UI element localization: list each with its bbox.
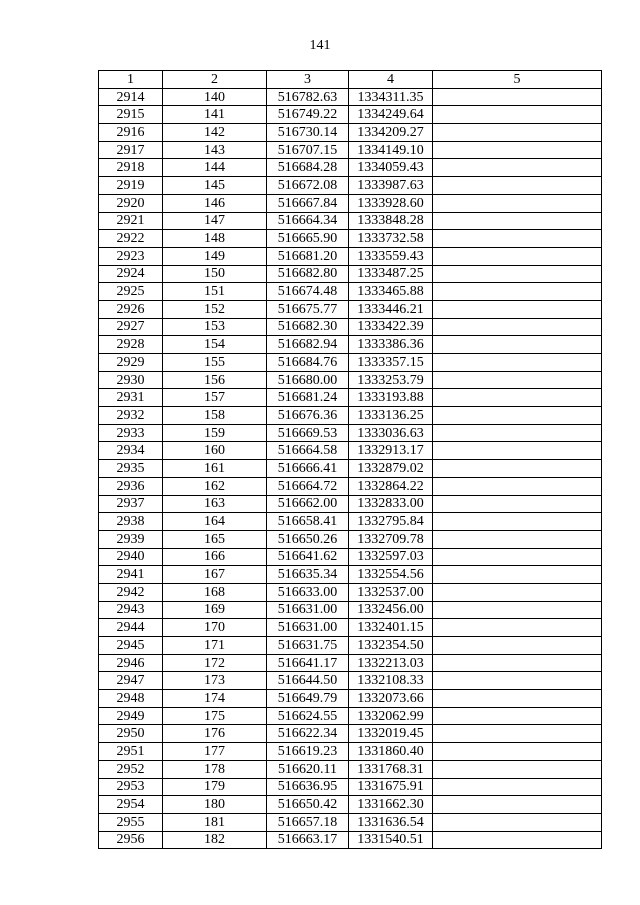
table-row (99, 106, 602, 124)
table-cell: 2918 (99, 159, 163, 177)
table-row (99, 141, 602, 159)
table-cell (433, 583, 602, 601)
table-cell: 1332062.99 (349, 707, 433, 725)
table-cell: 2940 (99, 548, 163, 566)
table-cell: 151 (163, 283, 267, 301)
table-cell: 516650.26 (267, 530, 349, 548)
table-cell: 1333193.88 (349, 389, 433, 407)
table-cell: 516620.11 (267, 760, 349, 778)
table-cell: 1332913.17 (349, 442, 433, 460)
table-cell: 176 (163, 725, 267, 743)
table-cell (433, 106, 602, 124)
table-cell: 1333559.43 (349, 247, 433, 265)
table-cell: 181 (163, 813, 267, 831)
table-cell: 171 (163, 637, 267, 655)
table-cell: 143 (163, 141, 267, 159)
table-cell: 177 (163, 743, 267, 761)
header-row (99, 71, 602, 89)
table-cell: 1334209.27 (349, 124, 433, 142)
table-row (99, 230, 602, 248)
table-cell: 516641.17 (267, 654, 349, 672)
table-cell: 516681.20 (267, 247, 349, 265)
table-cell: 144 (163, 159, 267, 177)
column-header: 5 (433, 71, 602, 89)
table-cell: 2939 (99, 530, 163, 548)
table-cell: 516631.00 (267, 601, 349, 619)
table-cell: 1333357.15 (349, 354, 433, 372)
table-row (99, 778, 602, 796)
table-cell: 1332537.00 (349, 583, 433, 601)
table-cell: 1332795.84 (349, 513, 433, 531)
table-row (99, 460, 602, 478)
column-header: 1 (99, 71, 163, 89)
table-cell: 516649.79 (267, 690, 349, 708)
table-cell: 179 (163, 778, 267, 796)
table-cell (433, 318, 602, 336)
table-row (99, 725, 602, 743)
coordinates-table (98, 70, 602, 849)
table-cell: 156 (163, 371, 267, 389)
table-cell: 516674.48 (267, 283, 349, 301)
table-cell: 2955 (99, 813, 163, 831)
table-cell (433, 707, 602, 725)
table-row (99, 442, 602, 460)
table-cell: 142 (163, 124, 267, 142)
table-row (99, 247, 602, 265)
table-cell: 516622.34 (267, 725, 349, 743)
table-row (99, 265, 602, 283)
table-cell: 158 (163, 407, 267, 425)
table-row (99, 654, 602, 672)
table-cell: 516635.34 (267, 566, 349, 584)
table-row (99, 513, 602, 531)
table-cell (433, 725, 602, 743)
table-cell (433, 283, 602, 301)
table-cell: 148 (163, 230, 267, 248)
table-cell: 2944 (99, 619, 163, 637)
table-cell: 2947 (99, 672, 163, 690)
table-row (99, 371, 602, 389)
table-cell (433, 495, 602, 513)
column-header: 2 (163, 71, 267, 89)
table-cell (433, 513, 602, 531)
table-row (99, 707, 602, 725)
table-cell: 1333987.63 (349, 177, 433, 195)
page-number: 141 (309, 38, 331, 53)
table-cell (433, 654, 602, 672)
table-cell: 170 (163, 619, 267, 637)
table-cell: 2941 (99, 566, 163, 584)
table-cell (433, 389, 602, 407)
table-cell: 516676.36 (267, 407, 349, 425)
table-cell: 516680.00 (267, 371, 349, 389)
table-cell (433, 371, 602, 389)
table-cell: 516675.77 (267, 300, 349, 318)
table-cell (433, 530, 602, 548)
table-cell: 2924 (99, 265, 163, 283)
table-row (99, 88, 602, 106)
table-cell: 1333487.25 (349, 265, 433, 283)
table-cell (433, 177, 602, 195)
table-cell: 2936 (99, 477, 163, 495)
table-cell: 1332456.00 (349, 601, 433, 619)
table-cell: 1334059.43 (349, 159, 433, 177)
table-cell: 1332213.03 (349, 654, 433, 672)
table-cell (433, 760, 602, 778)
table-cell: 1332354.50 (349, 637, 433, 655)
table-cell: 1332864.22 (349, 477, 433, 495)
table-cell: 140 (163, 88, 267, 106)
table-cell: 172 (163, 654, 267, 672)
table-cell: 174 (163, 690, 267, 708)
table-cell (433, 813, 602, 831)
table-cell (433, 354, 602, 372)
table-cell: 2952 (99, 760, 163, 778)
table-row (99, 124, 602, 142)
table-cell: 167 (163, 566, 267, 584)
table-row (99, 743, 602, 761)
table-cell (433, 566, 602, 584)
table-cell: 152 (163, 300, 267, 318)
table-cell: 516667.84 (267, 194, 349, 212)
table-cell: 2942 (99, 583, 163, 601)
table-cell: 2948 (99, 690, 163, 708)
table-cell: 2946 (99, 654, 163, 672)
table-cell: 1332554.56 (349, 566, 433, 584)
table-cell: 2921 (99, 212, 163, 230)
table-cell: 516636.95 (267, 778, 349, 796)
table-cell: 159 (163, 424, 267, 442)
table-row (99, 760, 602, 778)
table-cell: 1332709.78 (349, 530, 433, 548)
table-cell: 516682.94 (267, 336, 349, 354)
table-row (99, 424, 602, 442)
table-cell: 2928 (99, 336, 163, 354)
table-cell: 2945 (99, 637, 163, 655)
table-cell: 180 (163, 796, 267, 814)
table-cell: 516669.53 (267, 424, 349, 442)
table-cell: 516665.90 (267, 230, 349, 248)
table-cell (433, 194, 602, 212)
table-cell: 516664.58 (267, 442, 349, 460)
table-cell: 516641.62 (267, 548, 349, 566)
table-cell: 516682.30 (267, 318, 349, 336)
table-cell (433, 159, 602, 177)
table-row (99, 212, 602, 230)
table-row (99, 159, 602, 177)
table-cell: 516633.00 (267, 583, 349, 601)
table-cell: 2951 (99, 743, 163, 761)
table-cell (433, 88, 602, 106)
table-cell: 2915 (99, 106, 163, 124)
table-cell: 160 (163, 442, 267, 460)
table-row (99, 283, 602, 301)
table-cell: 168 (163, 583, 267, 601)
table-cell: 2930 (99, 371, 163, 389)
table-cell: 2934 (99, 442, 163, 460)
table-cell: 516662.00 (267, 495, 349, 513)
table-cell: 1333422.39 (349, 318, 433, 336)
table-cell: 153 (163, 318, 267, 336)
table-cell: 1333848.28 (349, 212, 433, 230)
table-row (99, 813, 602, 831)
table-cell: 163 (163, 495, 267, 513)
table-cell: 147 (163, 212, 267, 230)
table-cell: 2932 (99, 407, 163, 425)
table-cell: 516672.08 (267, 177, 349, 195)
table-cell: 516782.63 (267, 88, 349, 106)
table-cell (433, 407, 602, 425)
table-cell: 2949 (99, 707, 163, 725)
table-cell: 2927 (99, 318, 163, 336)
table-cell (433, 672, 602, 690)
table-cell (433, 300, 602, 318)
table-cell: 516730.14 (267, 124, 349, 142)
table-row (99, 601, 602, 619)
table-cell: 155 (163, 354, 267, 372)
table-cell (433, 141, 602, 159)
table-cell: 1333386.36 (349, 336, 433, 354)
table-cell: 516681.24 (267, 389, 349, 407)
table-cell: 141 (163, 106, 267, 124)
table-cell: 1332401.15 (349, 619, 433, 637)
table-cell: 150 (163, 265, 267, 283)
table-cell: 178 (163, 760, 267, 778)
table-cell: 516644.50 (267, 672, 349, 690)
table-cell: 516619.23 (267, 743, 349, 761)
table-cell: 1334311.35 (349, 88, 433, 106)
table-cell: 2923 (99, 247, 163, 265)
column-header: 3 (267, 71, 349, 89)
table-cell: 516684.28 (267, 159, 349, 177)
table-row (99, 300, 602, 318)
table-row (99, 530, 602, 548)
table-row (99, 336, 602, 354)
table-cell: 2925 (99, 283, 163, 301)
table-cell: 2919 (99, 177, 163, 195)
table-cell: 1333036.63 (349, 424, 433, 442)
table-cell: 516682.80 (267, 265, 349, 283)
table-cell: 516624.55 (267, 707, 349, 725)
table-cell: 1333446.21 (349, 300, 433, 318)
table-cell: 154 (163, 336, 267, 354)
table-cell: 1333136.25 (349, 407, 433, 425)
table-cell: 1334249.64 (349, 106, 433, 124)
table-row (99, 495, 602, 513)
table-cell (433, 230, 602, 248)
table-cell: 157 (163, 389, 267, 407)
table-cell: 2954 (99, 796, 163, 814)
table-cell: 2953 (99, 778, 163, 796)
table-row (99, 672, 602, 690)
table-row (99, 318, 602, 336)
table-cell (433, 619, 602, 637)
table-cell: 175 (163, 707, 267, 725)
table-cell: 516650.42 (267, 796, 349, 814)
table-cell: 516684.76 (267, 354, 349, 372)
table-cell: 1333732.58 (349, 230, 433, 248)
table-cell (433, 265, 602, 283)
table-cell: 165 (163, 530, 267, 548)
table-row (99, 690, 602, 708)
table-cell: 146 (163, 194, 267, 212)
table-row (99, 389, 602, 407)
table-cell (433, 442, 602, 460)
table-cell (433, 831, 602, 849)
table-cell: 1332597.03 (349, 548, 433, 566)
table-cell: 516664.34 (267, 212, 349, 230)
table-cell: 166 (163, 548, 267, 566)
table-cell: 2929 (99, 354, 163, 372)
table-cell: 173 (163, 672, 267, 690)
table-cell: 1333253.79 (349, 371, 433, 389)
table-cell: 1332073.66 (349, 690, 433, 708)
table-cell: 2943 (99, 601, 163, 619)
table-body (99, 88, 602, 849)
table-cell: 2950 (99, 725, 163, 743)
table-row (99, 637, 602, 655)
table-cell: 1331675.91 (349, 778, 433, 796)
table-cell (433, 778, 602, 796)
table-cell (433, 247, 602, 265)
table-header (99, 71, 602, 89)
table-cell: 2938 (99, 513, 163, 531)
table-cell: 149 (163, 247, 267, 265)
table-cell: 2933 (99, 424, 163, 442)
table-row (99, 477, 602, 495)
table-cell (433, 548, 602, 566)
table-cell: 164 (163, 513, 267, 531)
table-cell: 1331860.40 (349, 743, 433, 761)
table-cell: 162 (163, 477, 267, 495)
table-row (99, 619, 602, 637)
table-cell (433, 424, 602, 442)
column-header: 4 (349, 71, 433, 89)
table-row (99, 566, 602, 584)
table-cell (433, 637, 602, 655)
table-cell: 516664.72 (267, 477, 349, 495)
table-cell: 1332879.02 (349, 460, 433, 478)
table-cell: 2920 (99, 194, 163, 212)
table-cell (433, 690, 602, 708)
table-cell (433, 212, 602, 230)
table-cell (433, 796, 602, 814)
table-cell: 1331768.31 (349, 760, 433, 778)
table-cell: 1331662.30 (349, 796, 433, 814)
table-cell: 2937 (99, 495, 163, 513)
table-cell (433, 743, 602, 761)
table-cell: 2926 (99, 300, 163, 318)
table-cell: 2916 (99, 124, 163, 142)
table-cell: 1331636.54 (349, 813, 433, 831)
table-cell: 516658.41 (267, 513, 349, 531)
table-row (99, 177, 602, 195)
table-cell: 516631.00 (267, 619, 349, 637)
table-cell: 516663.17 (267, 831, 349, 849)
table-cell: 169 (163, 601, 267, 619)
table-cell: 1333928.60 (349, 194, 433, 212)
table-cell (433, 336, 602, 354)
table-row (99, 831, 602, 849)
table-cell: 2956 (99, 831, 163, 849)
table-cell: 1331540.51 (349, 831, 433, 849)
table-cell: 2914 (99, 88, 163, 106)
table-cell: 2935 (99, 460, 163, 478)
table-cell (433, 460, 602, 478)
table-cell: 161 (163, 460, 267, 478)
table-cell: 516657.18 (267, 813, 349, 831)
table-cell: 182 (163, 831, 267, 849)
table-cell: 2931 (99, 389, 163, 407)
table-cell: 1334149.10 (349, 141, 433, 159)
table-cell: 2922 (99, 230, 163, 248)
table-cell: 1332833.00 (349, 495, 433, 513)
table-cell (433, 477, 602, 495)
table-cell: 516707.15 (267, 141, 349, 159)
table-row (99, 583, 602, 601)
table-row (99, 548, 602, 566)
table-row (99, 194, 602, 212)
table-cell (433, 601, 602, 619)
table-cell: 145 (163, 177, 267, 195)
table-cell: 1332019.45 (349, 725, 433, 743)
table-cell (433, 124, 602, 142)
table-row (99, 796, 602, 814)
table-cell: 516749.22 (267, 106, 349, 124)
table-row (99, 407, 602, 425)
table-cell: 516666.41 (267, 460, 349, 478)
table-row (99, 354, 602, 372)
table-cell: 2917 (99, 141, 163, 159)
table-cell: 1332108.33 (349, 672, 433, 690)
table-cell: 1333465.88 (349, 283, 433, 301)
table-cell: 516631.75 (267, 637, 349, 655)
